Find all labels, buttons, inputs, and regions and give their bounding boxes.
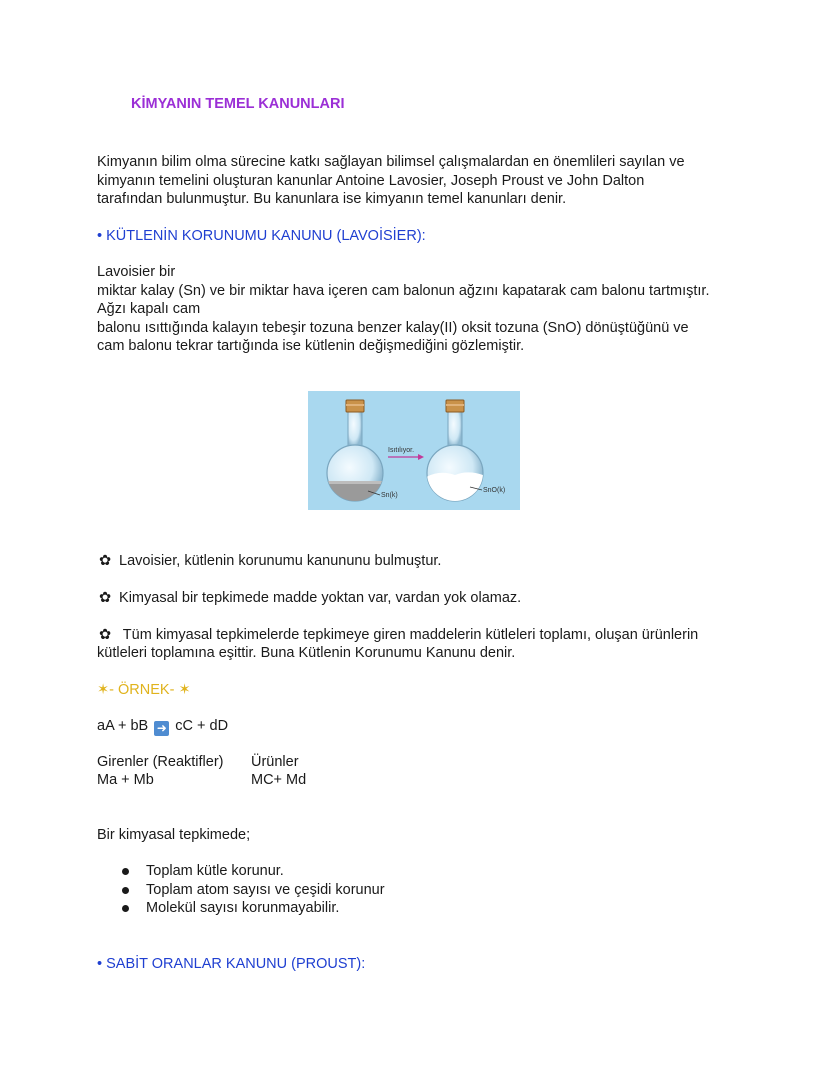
- star-icon: ✶: [97, 682, 110, 698]
- fact-continuation: kütleleri toplamına eşittir. Buna Kütlenin Korunumu Kanunu denir.: [97, 645, 516, 661]
- reaction-equation: [97, 717, 228, 736]
- right-flask-label: SnO(k): [483, 487, 506, 494]
- products-header: Ürünler: [251, 754, 299, 770]
- page-title: KİMYANIN TEMEL KANUNLARI: [131, 96, 345, 112]
- star-icon: ✶: [178, 682, 191, 698]
- intro-line: tarafından bulunmuştur. Bu kanunlara ise kimyanın temel kanunları denir.: [97, 191, 567, 207]
- fact-item: [99, 552, 441, 571]
- intro-line: kimyanın temelini oluşturan kanunlar Antoine Lavosier, Joseph Proust ve John Dalton: [97, 172, 645, 189]
- conservation-list: [120, 862, 385, 918]
- fact-item: [99, 626, 698, 645]
- fact-text: Kimyasal bir tepkimede madde yoktan var, vardan yok olamaz.: [119, 590, 522, 606]
- lavoisier-line: Ağzı kapalı cam: [97, 301, 201, 317]
- list-item: Toplam atom sayısı ve çeşidi korunur: [120, 881, 385, 900]
- example-label: [97, 681, 191, 700]
- example-text: - ÖRNEK-: [109, 682, 175, 698]
- reaction-intro: Bir kimyasal tepkimede;: [97, 827, 251, 843]
- flower-icon: ✿: [99, 590, 112, 606]
- list-item: Molekül sayısı korunmayabilir.: [120, 899, 385, 918]
- flask-experiment-figure: [308, 391, 520, 510]
- lavoisier-line: cam balonu tekrar tartığında ise kütlenin değişmediğini gözlemiştir.: [97, 338, 525, 354]
- intro-paragraph: [97, 153, 685, 209]
- lavoisier-paragraph: [97, 263, 709, 356]
- heating-label: Isıtılıyor.: [388, 447, 415, 454]
- left-flask-label: Sn(k): [381, 492, 398, 499]
- equation-right: cC + dD: [175, 718, 229, 734]
- right-arrow-icon: ➜: [154, 721, 169, 736]
- intro-line: Kimyanın bilim olma sürecine katkı sağlayan bilimsel çalışmalardan en önemlileri sayılan ve: [97, 154, 685, 170]
- products-value: MC+ Md: [251, 772, 307, 788]
- flower-icon: ✿: [99, 627, 112, 643]
- reactants-value: Ma + Mb: [97, 772, 154, 788]
- reactants-header: Girenler (Reaktifler): [97, 754, 224, 770]
- flower-icon: ✿: [99, 553, 112, 569]
- fact-text: Tüm kimyasal tepkimelerde tepkimeye giren maddelerin kütleleri toplamı, oluşan ürünlerin: [122, 627, 699, 643]
- section-heading-proust: • SABİT ORANLAR KANUNU (PROUST):: [97, 956, 366, 972]
- lavoisier-line: balonu ısıttığında kalayın tebeşir tozuna benzer kalay(II) oksit tozuna (SnO) dönüştüğünü ve: [97, 319, 689, 336]
- fact-text: Lavoisier, kütlenin korunumu kanununu bulmuştur.: [119, 553, 442, 569]
- fact-item: [99, 589, 521, 608]
- equation-left: aA + bB: [97, 718, 149, 734]
- lavoisier-line: miktar kalay (Sn) ve bir miktar hava içeren cam balonun ağzını kapatarak cam balonu tartmıştır.: [97, 282, 710, 299]
- section-heading-lavoisier: • KÜTLENİN KORUNUMU KANUNU (LAVOİSİER):: [97, 228, 426, 244]
- list-item: Toplam kütle korunur.: [120, 862, 385, 881]
- lavoisier-line: Lavoisier bir: [97, 264, 176, 280]
